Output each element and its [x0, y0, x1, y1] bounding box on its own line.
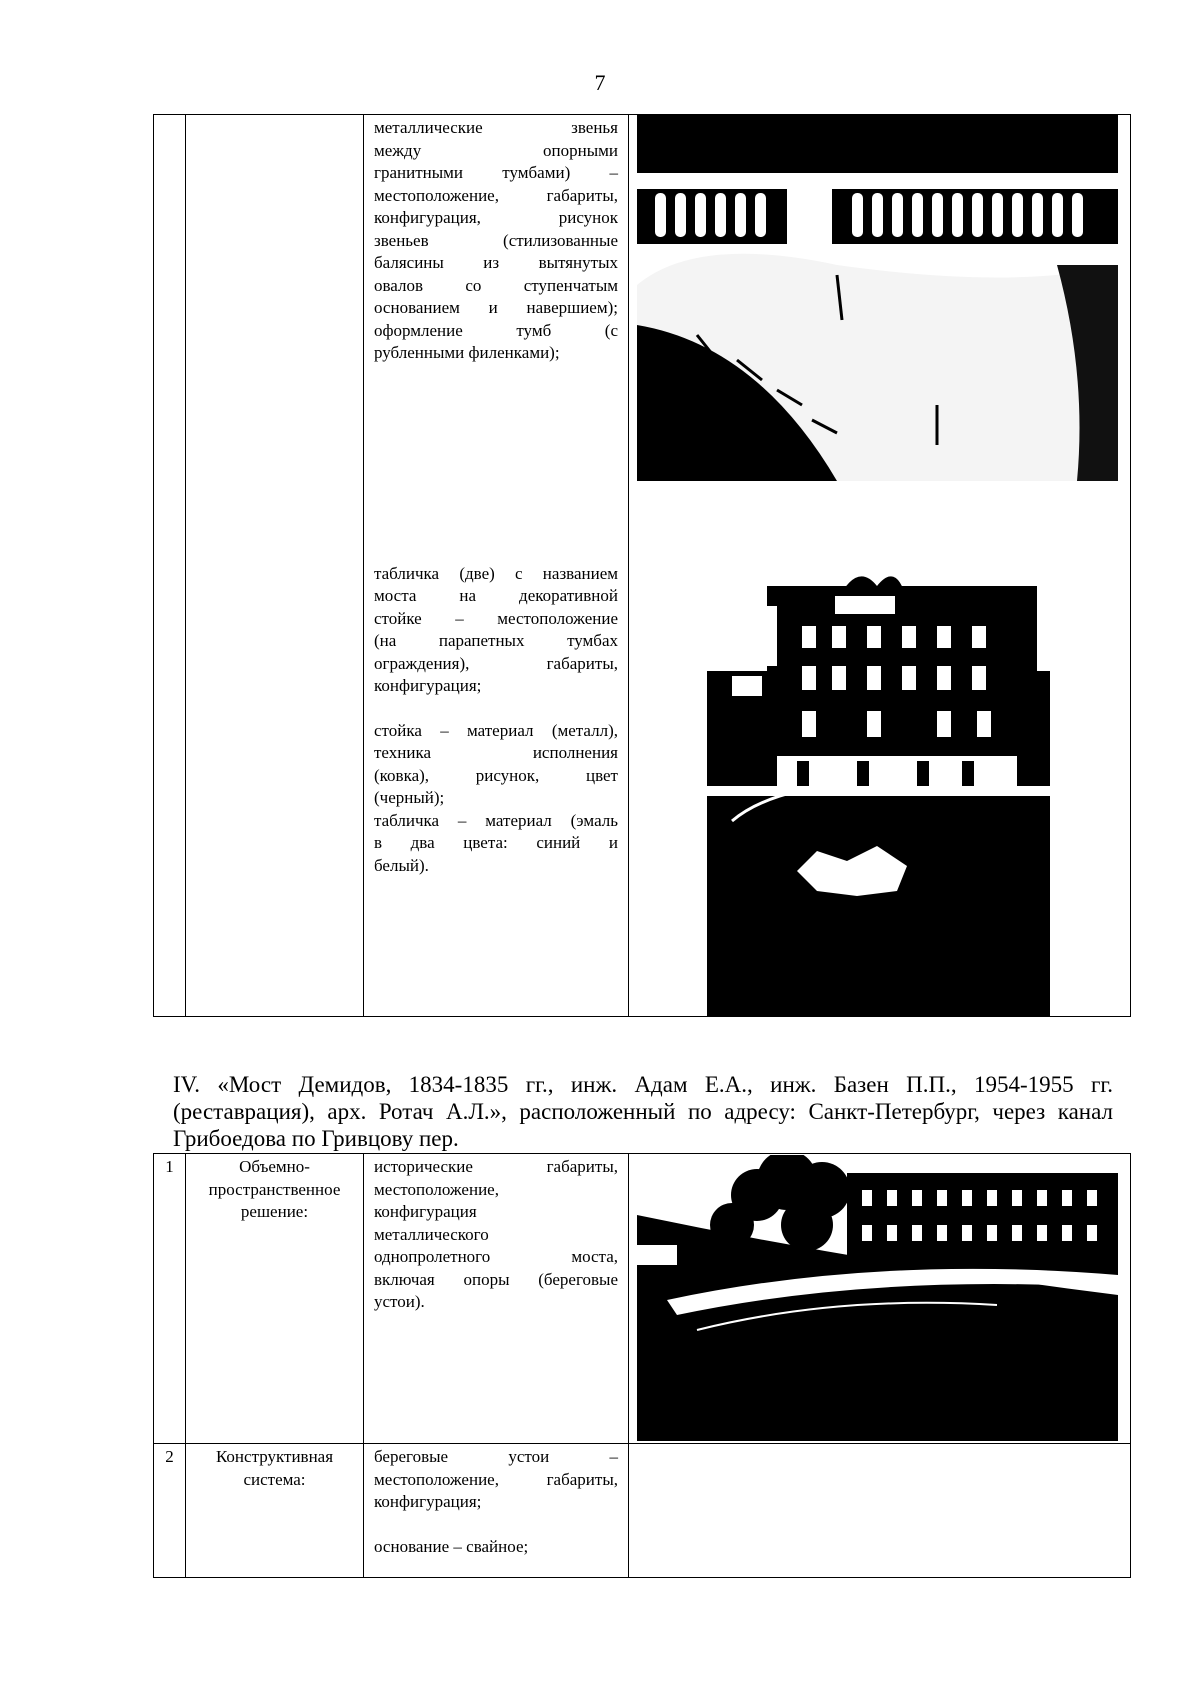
- description-line: техника исполнения: [374, 743, 618, 762]
- description-line: табличка – материал (эмаль: [374, 810, 618, 830]
- page-number: 7: [594, 70, 606, 95]
- row-1-name-line: Объемно-: [239, 1157, 310, 1176]
- description-line: устои).: [374, 1292, 425, 1311]
- description-line: включая опоры (береговые: [374, 1269, 618, 1289]
- description-line: местоположение,: [374, 1179, 499, 1199]
- row-1-name-line: решение:: [240, 1202, 309, 1221]
- section-heading: IV. «Мост Демидов, 1834-1835 гг., инж. Адам Е.А., инж. Базен П.П., 1954-1955 гг. (реставрация), арх. Ротач А.Л.», расположенный по адресу: Санкт-Петербург, через канал Грибоедова по Гривцову пер.: [173, 1072, 1113, 1151]
- description-line: стойке – местоположение: [374, 608, 618, 628]
- bridge-photo: [637, 1155, 1118, 1441]
- row-1-number: 1: [154, 1154, 186, 1444]
- description-line: моста на декоративной: [374, 586, 618, 605]
- row-2-photo-cell: [629, 1444, 1131, 1578]
- description-line: балясины из вытянутых: [374, 253, 618, 272]
- row-description-cell: [364, 115, 629, 1017]
- description-line: местоположение, габариты,: [374, 185, 618, 205]
- description-line: конфигурация;: [374, 1492, 482, 1511]
- row-2-name-line: система:: [243, 1469, 306, 1489]
- description-line: (на парапетных тумбах: [374, 631, 618, 650]
- description-line: местоположение, габариты,: [374, 1469, 618, 1489]
- description-line: металлические звенья: [374, 118, 618, 137]
- description-line: береговые устои –: [374, 1447, 618, 1466]
- description-line: в два цвета: синий и: [374, 833, 618, 852]
- row-2-name-line: Конструктивная: [215, 1447, 334, 1466]
- description-line: оформление тумб (с: [374, 320, 618, 340]
- description-line: стойка – материал (металл),: [374, 720, 618, 740]
- description-upper: [374, 117, 618, 365]
- description-sign: [374, 563, 618, 698]
- description-line: (черный);: [374, 788, 445, 807]
- description-line: рубленными филенками);: [374, 343, 560, 362]
- description-line: металлического: [374, 1224, 489, 1244]
- row-1-description: [364, 1154, 629, 1444]
- description-line: ограждения), габариты,: [374, 653, 618, 673]
- row-2-foundation: основание – свайное;: [374, 1536, 529, 1556]
- description-line: основанием и навершием);: [374, 298, 618, 317]
- description-line: исторические габариты,: [374, 1157, 618, 1176]
- building-photo: [707, 561, 1050, 1016]
- description-line: однопролетного моста,: [374, 1247, 618, 1266]
- description-line: звеньев (стилизованные: [374, 230, 618, 250]
- description-post-and-sign: [374, 720, 618, 878]
- description-line: (ковка), рисунок, цвет: [374, 765, 618, 785]
- row-2-name: [186, 1444, 364, 1578]
- row-1-name: [186, 1154, 364, 1444]
- description-line: конфигурация;: [374, 676, 482, 695]
- description-line: между опорными: [374, 140, 618, 160]
- description-line: конфигурация: [374, 1202, 477, 1221]
- description-line: белый).: [374, 855, 429, 875]
- parapet-photo: [637, 115, 1118, 481]
- description-line: табличка (две) с названием: [374, 563, 618, 583]
- description-line: овалов со ступенчатым: [374, 275, 618, 295]
- description-line: гранитными тумбами) –: [374, 163, 618, 182]
- row-name-cell: [186, 115, 364, 1017]
- row-2-number: 2: [154, 1444, 186, 1578]
- row-2-description: [364, 1444, 629, 1578]
- description-line: конфигурация, рисунок: [374, 208, 618, 227]
- row-1-name-line: пространственное: [208, 1179, 341, 1199]
- row-number-cell: [154, 115, 186, 1017]
